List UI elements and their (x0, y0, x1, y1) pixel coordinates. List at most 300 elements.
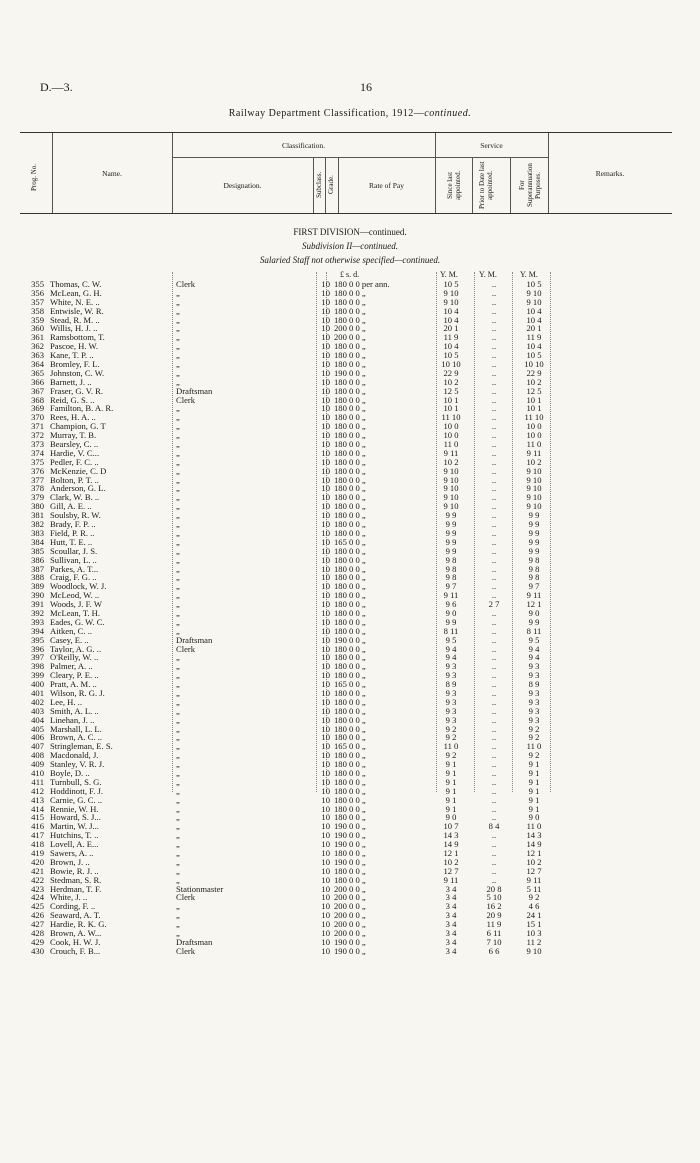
rate-of-pay: 180 0 0 „ (334, 403, 366, 414)
rate-of-pay: 180 0 0 „ (334, 421, 366, 432)
employee-name: Bromley, F. L. (50, 360, 100, 369)
employee-name: Macdonald, J. (50, 751, 99, 761)
prog-no: 406 (31, 732, 44, 743)
rate-of-pay: 180 0 0 „ (334, 750, 366, 761)
grade-header: Grade. (327, 175, 335, 195)
service-prior: .. (491, 296, 497, 307)
service-prior: .. (491, 501, 497, 512)
service-since: 3 4 (445, 883, 457, 894)
service-super: 9 1 (528, 803, 540, 814)
service-since: 3 4 (445, 928, 457, 939)
prior-header: Prior to Date last appointed. (478, 161, 494, 209)
rate-of-pay: 180 0 0 „ (334, 581, 366, 592)
designation: „ (176, 920, 180, 930)
service-super: 10 10 (524, 359, 544, 370)
designation: „ (176, 342, 180, 352)
grade: 10 (321, 554, 330, 565)
prog-no: 356 (31, 287, 44, 298)
rate-of-pay: 180 0 0 „ (334, 474, 366, 485)
grade: 10 (321, 412, 330, 423)
staff-heading: Salaried Staff not otherwise specified—continued. (259, 255, 441, 265)
designation: „ (176, 777, 180, 787)
service-prior: .. (491, 785, 497, 796)
super-units: Y. M. (520, 270, 538, 279)
service-since: 10 2 (443, 376, 459, 387)
designation: „ (176, 751, 180, 761)
grade: 10 (321, 723, 330, 734)
service-super: 10 3 (526, 928, 542, 939)
service-since: 9 10 (443, 483, 459, 494)
prog-no: 381 (31, 510, 44, 521)
service-super: 9 10 (526, 483, 542, 494)
since-header: Since last appointed. (446, 170, 462, 200)
service-super: 9 3 (528, 670, 540, 681)
service-prior: .. (491, 519, 497, 530)
service-since: 3 4 (445, 892, 457, 903)
designation: „ (176, 484, 180, 494)
employee-name: Johnston, C. W. (50, 368, 105, 378)
service-super: 9 5 (528, 634, 540, 645)
grade: 10 (321, 590, 330, 601)
employee-name: Scoullar, J. S. (50, 546, 98, 556)
service-prior: 11 9 (486, 919, 502, 930)
employee-name: White, J. .. (50, 893, 88, 903)
rate-of-pay: 180 0 0 „ (334, 865, 366, 876)
service-super: 11 9 (526, 332, 542, 343)
employee-name: Hutchins, T. .. (50, 831, 99, 841)
service-super: 9 1 (528, 776, 540, 787)
rate-of-pay: 180 0 0 „ (334, 803, 366, 814)
remarks-header: Remarks. (595, 169, 625, 178)
prog-no: 429 (31, 936, 44, 947)
division-heading: FIRST DIVISION—continued. (293, 227, 407, 237)
designation: „ (176, 715, 180, 725)
grade: 10 (321, 447, 330, 458)
service-super: 10 2 (526, 376, 542, 387)
employee-name: Pratt, A. M. .. (50, 680, 97, 689)
service-super: 9 9 (528, 519, 540, 530)
service-super: 9 3 (528, 661, 540, 672)
rate-of-pay: 200 0 0 „ (334, 919, 366, 930)
service-since: 9 1 (445, 767, 457, 778)
designation: „ (176, 653, 180, 663)
employee-name: Familton, B. A. R. (50, 404, 114, 414)
service-since: 9 3 (445, 714, 457, 725)
employee-name: Willis, H. J. .. (50, 324, 98, 334)
service-super: 10 2 (526, 856, 542, 867)
grade: 10 (321, 465, 330, 476)
rate-of-pay: 180 0 0 „ (334, 661, 366, 672)
service-since: 9 9 (445, 616, 457, 627)
service-prior: .. (491, 759, 497, 770)
employee-name: McLean, T. H. (50, 608, 101, 618)
service-prior: .. (491, 447, 497, 458)
employee-name: Entwisle, W. R. (50, 306, 104, 316)
designation: Clerk (176, 946, 196, 956)
rate-of-pay: 180 0 0 „ (334, 314, 366, 325)
service-since: 9 6 (445, 599, 457, 610)
service-super: 9 11 (526, 447, 542, 458)
service-since: 10 4 (443, 341, 459, 352)
rate-of-pay: 180 0 0 „ (334, 527, 366, 538)
prog-no: 369 (31, 403, 44, 414)
prog-no: 364 (31, 359, 44, 370)
employee-name: Barnett, J. .. (50, 377, 92, 387)
service-super: 9 11 (526, 874, 542, 885)
rate-of-pay: 180 0 0 „ (334, 714, 366, 725)
rate-of-pay: 180 0 0 „ (334, 874, 366, 885)
rate-of-pay: 180 0 0 „ (334, 385, 366, 396)
prog-no: 419 (31, 848, 44, 858)
service-since: 9 3 (445, 670, 457, 681)
grade: 10 (321, 821, 330, 832)
rate-of-pay: 180 0 0 „ (334, 287, 366, 298)
rate-of-pay: 180 0 0 „ (334, 394, 366, 405)
grade: 10 (321, 359, 330, 370)
designation: „ (176, 600, 180, 609)
rate-of-pay: 180 0 0 „ (334, 607, 366, 618)
service-super: 10 5 (526, 350, 542, 361)
designation: „ (176, 555, 180, 565)
rate-of-pay: 180 0 0 „ (334, 848, 366, 858)
service-super: 9 3 (528, 714, 540, 725)
service-super: 9 11 (526, 590, 542, 601)
rate-of-pay: 200 0 0 „ (334, 901, 366, 912)
rate-of-pay: 180 0 0 „ (334, 687, 366, 698)
service-prior: .. (491, 732, 497, 743)
employee-name: McLeod, W. .. (50, 591, 100, 601)
prog-no: 405 (31, 723, 44, 734)
grade: 10 (321, 287, 330, 298)
service-since: 11 0 (443, 741, 459, 752)
grade: 10 (321, 865, 330, 876)
grade: 10 (321, 759, 330, 770)
service-prior: .. (491, 714, 497, 725)
service-prior: .. (491, 465, 497, 476)
grade: 10 (321, 687, 330, 698)
service-header: Service (480, 141, 503, 150)
service-since: 20 1 (443, 323, 459, 334)
designation: „ (176, 520, 180, 529)
service-super: 9 10 (526, 474, 542, 485)
rate-of-pay: 200 0 0 „ (334, 892, 366, 903)
employee-name: McKenzie, C. D (50, 466, 107, 476)
employee-name: Aitken, C. .. (50, 626, 93, 636)
prog-no: 377 (31, 474, 44, 485)
designation: „ (176, 368, 180, 378)
service-super: 11 0 (526, 741, 542, 752)
rate-of-pay: 180 0 0 „ (334, 296, 366, 307)
service-since: 12 1 (443, 848, 459, 858)
prog-no: 382 (31, 519, 44, 530)
name-header: Name. (102, 169, 122, 178)
prog-no: 383 (31, 527, 44, 538)
prog-no: 375 (31, 456, 44, 467)
service-prior: .. (491, 421, 497, 432)
employee-name: Rennie, W. H. (50, 804, 99, 814)
service-since: 9 8 (445, 572, 457, 583)
service-super: 9 1 (528, 767, 540, 778)
rate-of-pay: 180 0 0 „ (334, 785, 366, 796)
grade: 10 (321, 661, 330, 672)
grade: 10 (321, 545, 330, 556)
service-prior: .. (491, 750, 497, 761)
service-since: 10 4 (443, 314, 459, 325)
designation: „ (176, 431, 180, 441)
grade: 10 (321, 439, 330, 450)
service-since: 10 7 (443, 821, 459, 832)
service-prior: .. (491, 874, 497, 885)
rate-of-pay: 180 0 0 „ (334, 341, 366, 352)
employee-name: Lovell, A. E... (50, 840, 99, 850)
designation: „ (176, 911, 180, 921)
service-super: 24 1 (526, 910, 542, 921)
service-since: 9 1 (445, 794, 457, 805)
rate-of-pay: 180 0 0 „ (334, 359, 366, 370)
grade: 10 (321, 616, 330, 627)
service-since: 10 2 (443, 856, 459, 867)
service-prior: 8 4 (488, 821, 500, 832)
rate-of-pay: 180 0 0 „ (334, 412, 366, 423)
prog-no: 411 (31, 776, 44, 787)
service-super: 9 10 (526, 492, 542, 503)
designation: „ (176, 324, 180, 334)
designation: Clerk (176, 644, 196, 654)
rate-of-pay: 180 0 0 „ (334, 643, 366, 654)
rate-of-pay: 180 0 0 „ (334, 705, 366, 716)
service-super: 22 9 (526, 367, 542, 378)
designation: „ (176, 306, 180, 316)
employee-name: O'Reilly, W. .. (50, 653, 99, 663)
service-since: 22 9 (443, 367, 459, 378)
rate-of-pay: 180 0 0 „ (334, 456, 366, 467)
title-continued: continued. (424, 108, 472, 119)
prog-no: 374 (31, 447, 44, 458)
employee-name: Pascoe, H. W. (50, 342, 98, 352)
designation: „ (176, 688, 180, 698)
service-since: 11 9 (443, 332, 459, 343)
grade: 10 (321, 456, 330, 467)
rate-of-pay: 180 0 0 „ (334, 483, 366, 494)
grade: 10 (321, 421, 330, 432)
designation: „ (176, 297, 180, 307)
service-since: 9 1 (445, 803, 457, 814)
employee-name: Stringleman, E. S. (50, 742, 113, 752)
prog-no: 413 (31, 794, 44, 805)
grade: 10 (321, 670, 330, 681)
designation: „ (176, 831, 180, 841)
employee-name: Stead, R. M. .. (50, 315, 100, 325)
service-prior: .. (491, 376, 497, 387)
service-since: 9 3 (445, 687, 457, 698)
grade: 10 (321, 296, 330, 307)
service-prior: .. (491, 341, 497, 352)
prog-no: 398 (31, 661, 44, 672)
employee-name: Wilson, R. G. J. (50, 688, 105, 698)
employee-name: Kane, T. P. .. (50, 351, 94, 361)
designation: Clerk (176, 280, 196, 289)
prog-no: 366 (31, 376, 44, 387)
rate-of-pay: 180 0 0 „ (334, 652, 366, 663)
service-prior: .. (491, 536, 497, 547)
service-super: 10 4 (526, 314, 542, 325)
prog-no: 425 (31, 901, 44, 912)
rate-of-pay: 180 0 0 „ (334, 696, 366, 707)
employee-name: Pedler, F. C. .. (50, 457, 99, 467)
service-super: 10 1 (526, 403, 542, 414)
employee-name: Brown, J. .. (50, 857, 90, 867)
service-super: 11 10 (524, 412, 544, 423)
employee-name: Sullivan, L. .. (50, 555, 97, 565)
designation: „ (176, 786, 180, 796)
designation: Draftsman (176, 635, 213, 645)
employee-name: Stanley, V. R. J. (50, 760, 105, 769)
grade: 10 (321, 803, 330, 814)
prog-no: 404 (31, 714, 44, 725)
grade: 10 (321, 652, 330, 663)
designation: „ (176, 360, 180, 369)
service-since: 10 0 (443, 430, 459, 441)
service-since: 9 0 (445, 812, 457, 823)
service-prior: .. (491, 305, 497, 316)
service-prior: .. (491, 625, 497, 636)
rate-of-pay: 180 0 0 „ (334, 599, 366, 610)
service-since: 9 9 (445, 536, 457, 547)
designation: „ (176, 573, 180, 583)
service-super: 9 2 (528, 723, 540, 734)
service-prior: .. (491, 661, 497, 672)
service-super: 9 4 (528, 652, 540, 663)
service-since: 9 8 (445, 563, 457, 574)
service-prior: .. (491, 563, 497, 574)
employee-name: McLean, G. H. (50, 288, 102, 298)
prog-no: 390 (31, 590, 44, 601)
prog-no: 410 (31, 767, 44, 778)
service-prior: .. (491, 332, 497, 343)
service-prior: .. (491, 865, 497, 876)
rate-of-pay: 190 0 0 „ (334, 945, 366, 956)
service-prior: .. (491, 483, 497, 494)
employee-name: White, N. E. .. (50, 297, 100, 307)
service-since: 11 10 (441, 412, 461, 423)
grade: 10 (321, 430, 330, 441)
service-since: 10 0 (443, 421, 459, 432)
service-since: 9 7 (445, 581, 457, 592)
prog-no: 403 (31, 705, 44, 716)
rate-of-pay: 190 0 0 „ (334, 367, 366, 378)
service-since: 9 8 (445, 554, 457, 565)
service-super: 14 9 (526, 839, 542, 850)
employee-name: Hardie, V. C... (50, 448, 100, 458)
document-ref: D.—3. (40, 80, 73, 94)
employee-name: Taylor, A. G. .. (50, 644, 102, 654)
rate-of-pay: 190 0 0 „ (334, 634, 366, 645)
service-super: 10 1 (526, 394, 542, 405)
employee-name: Howard, S. J... (50, 813, 101, 823)
service-prior: .. (491, 545, 497, 556)
prog-no: 394 (31, 625, 44, 636)
grade: 10 (321, 732, 330, 743)
service-since: 10 5 (443, 279, 459, 289)
grade: 10 (321, 919, 330, 930)
prog-no: 388 (31, 572, 44, 583)
service-super: 9 10 (526, 945, 542, 956)
service-prior: .. (491, 812, 497, 823)
rate-of-pay: 190 0 0 „ (334, 856, 366, 867)
prog-no: 430 (31, 945, 44, 956)
service-since: 3 4 (445, 910, 457, 921)
grade: 10 (321, 341, 330, 352)
grade: 10 (321, 936, 330, 947)
designation: Clerk (176, 395, 196, 405)
service-super: 9 4 (528, 643, 540, 654)
employee-name: Cleary, P. E. .. (50, 671, 99, 681)
service-prior: .. (491, 323, 497, 334)
prog-no: 428 (31, 928, 44, 939)
designation: „ (176, 680, 180, 689)
service-prior: .. (491, 439, 497, 450)
designation: Draftsman (176, 386, 213, 396)
service-super: 9 10 (526, 296, 542, 307)
prog-no: 358 (31, 305, 44, 316)
service-prior: .. (491, 741, 497, 752)
grade: 10 (321, 314, 330, 325)
grade: 10 (321, 679, 330, 690)
rate-of-pay: 165 0 0 „ (334, 741, 366, 752)
super-header: For Superannuation Purposes. (518, 163, 542, 207)
rate-of-pay: 180 0 0 „ (334, 776, 366, 787)
service-prior: 6 11 (486, 928, 502, 939)
prog-no: 359 (31, 314, 44, 325)
grade: 10 (321, 785, 330, 796)
service-since: 9 11 (443, 447, 459, 458)
designation: „ (176, 546, 180, 556)
designation: „ (176, 742, 180, 752)
grade: 10 (321, 776, 330, 787)
prog-no: 416 (31, 821, 44, 832)
classification-header: Classification. (281, 141, 326, 150)
service-super: 8 11 (526, 625, 542, 636)
rate-of-pay: 200 0 0 „ (334, 910, 366, 921)
prog-no: 365 (31, 367, 44, 378)
prog-no: 373 (31, 439, 44, 450)
employee-name: Brown, A. C. .. (50, 733, 103, 743)
service-prior: 6 6 (488, 945, 500, 956)
employee-name: Anderson, G. L. (50, 484, 106, 494)
grade: 10 (321, 519, 330, 530)
designation: Stationmaster (176, 884, 224, 894)
grade: 10 (321, 848, 330, 858)
service-super: 9 2 (528, 750, 540, 761)
service-since: 9 2 (445, 750, 457, 761)
service-prior: .. (491, 723, 497, 734)
service-super: 10 0 (526, 430, 542, 441)
service-super: 9 8 (528, 554, 540, 565)
service-super: 10 4 (526, 305, 542, 316)
service-since: 9 3 (445, 696, 457, 707)
employee-name: Champion, G. T (50, 422, 106, 432)
employee-name: Cording, F. .. (50, 902, 96, 912)
service-prior: .. (491, 492, 497, 503)
service-since: 9 4 (445, 652, 457, 663)
employee-name: Martin, W. J... (50, 822, 99, 832)
service-super: 12 5 (526, 385, 542, 396)
table-row (22, 947, 672, 956)
grade: 10 (321, 883, 330, 894)
service-prior: .. (491, 367, 497, 378)
service-prior: .. (491, 616, 497, 627)
grade: 10 (321, 714, 330, 725)
